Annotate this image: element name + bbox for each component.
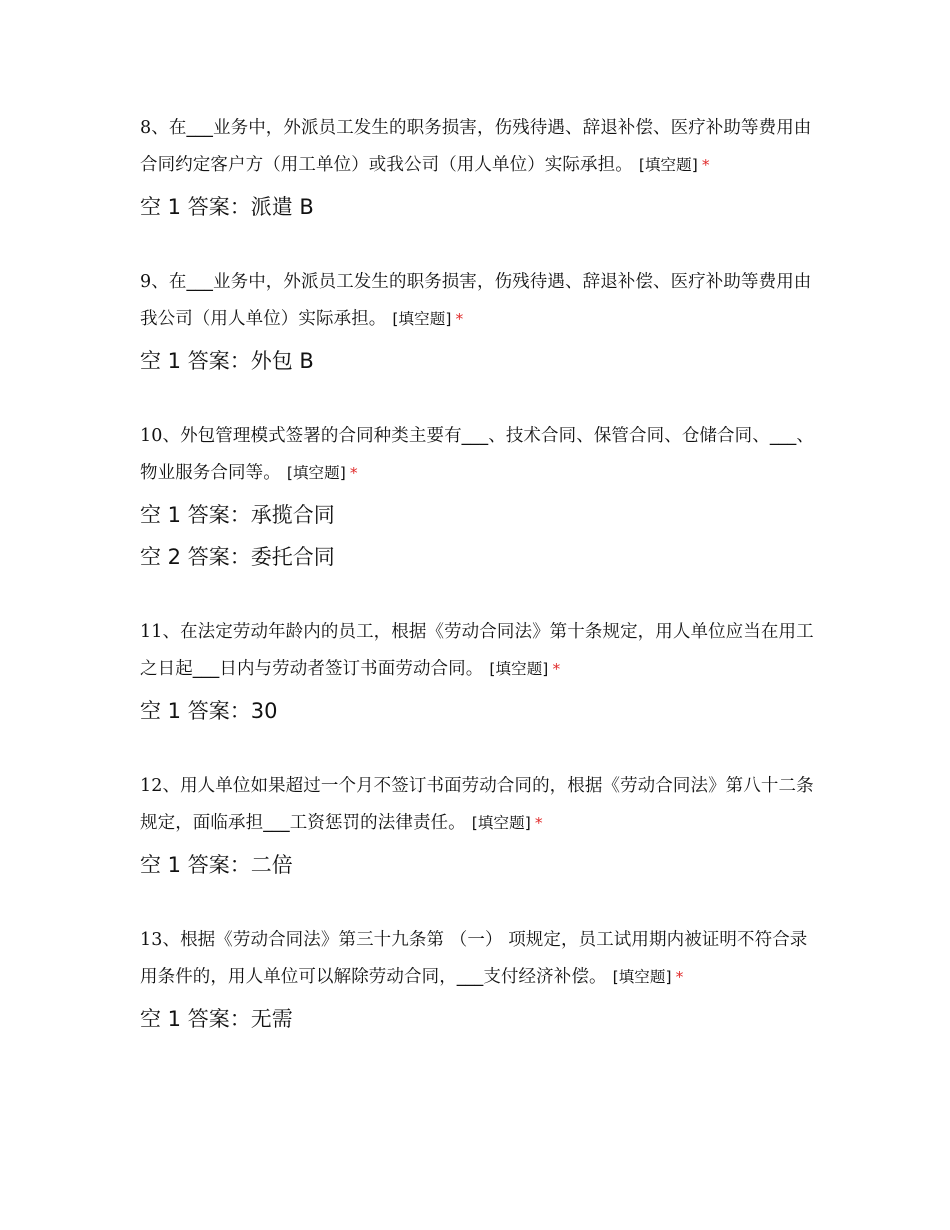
answer-blank-1: 空 1 答案：承揽合同 <box>140 503 335 527</box>
question-text <box>140 418 820 492</box>
required-marker: * <box>552 660 561 678</box>
question-10 <box>140 418 820 576</box>
question-text <box>140 614 820 688</box>
question-type-label: [填空题] <box>392 310 452 328</box>
required-marker: * <box>349 464 358 482</box>
answer-blank-1: 空 1 答案：二倍 <box>140 853 293 877</box>
question-12 <box>140 768 820 884</box>
question-body: 用人单位如果超过一个月不签订书面劳动合同的，根据《劳动合同法》第八十二条规定，面临承担___工资惩罚的法律责任。 <box>140 776 814 833</box>
question-type-label: [填空题] <box>471 814 531 832</box>
question-body: 在法定劳动年龄内的员工，根据《劳动合同法》第十条规定，用人单位应当在用工之日起___日内与劳动者签订书面劳动合同。 <box>140 622 814 679</box>
question-number: 11、 <box>140 622 181 642</box>
answer-blank-1: 空 1 答案：无需 <box>140 1007 293 1031</box>
question-type-label: [填空题] <box>612 968 672 986</box>
required-marker: * <box>701 156 710 174</box>
question-number: 10、 <box>140 426 181 446</box>
answer-blank-1: 空 1 答案：30 <box>140 699 278 723</box>
question-11 <box>140 614 820 730</box>
question-body: 根据《劳动合同法》第三十九条第 （一） 项规定，员工试用期内被证明不符合录用条件的，用人单位可以解除劳动合同，___支付经济补偿。 <box>140 930 808 987</box>
question-number: 8、 <box>140 118 169 138</box>
question-text <box>140 264 820 338</box>
question-body: 外包管理模式签署的合同种类主要有___、技术合同、保管合同、仓储合同、___、物业服务合同等。 <box>140 426 814 483</box>
answer-blank-1: 空 1 答案：派遣 B <box>140 195 314 219</box>
required-marker: * <box>455 310 464 328</box>
questionnaire-page <box>140 110 820 1076</box>
question-9 <box>140 264 820 380</box>
question-text <box>140 110 820 184</box>
question-number: 9、 <box>140 272 169 292</box>
question-type-label: [填空题] <box>489 660 549 678</box>
question-number: 13、 <box>140 930 181 950</box>
question-text <box>140 768 820 842</box>
question-type-label: [填空题] <box>638 156 698 174</box>
question-number: 12、 <box>140 776 181 796</box>
question-13 <box>140 922 820 1038</box>
answer-blank-2: 空 2 答案：委托合同 <box>140 545 335 569</box>
question-body: 在___业务中，外派员工发生的职务损害，伤残待遇、辞退补偿、医疗补助等费用由我公司（用人单位）实际承担。 <box>140 272 812 329</box>
question-8 <box>140 110 820 226</box>
question-type-label: [填空题] <box>286 464 346 482</box>
required-marker: * <box>534 814 543 832</box>
answer-blank-1: 空 1 答案：外包 B <box>140 349 314 373</box>
required-marker: * <box>675 968 684 986</box>
question-body: 在___业务中，外派员工发生的职务损害，伤残待遇、辞退补偿、医疗补助等费用由合同约定客户方（用工单位）或我公司（用人单位）实际承担。 <box>140 118 812 175</box>
question-text <box>140 922 820 996</box>
